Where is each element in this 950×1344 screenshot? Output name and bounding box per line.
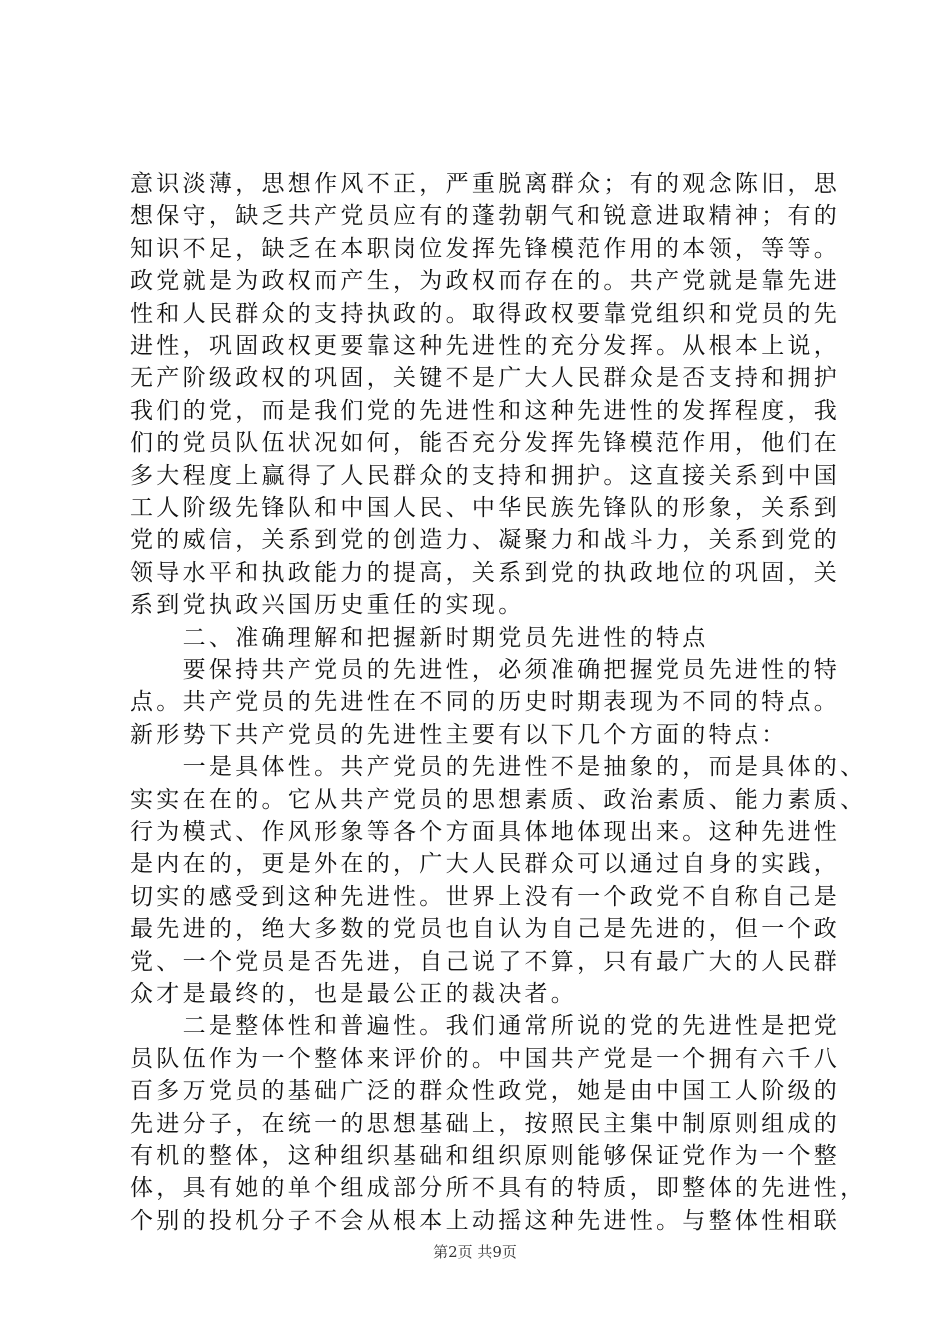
text-line: 工人阶级先锋队和中国人民、中华民族先锋队的形象，关系到 bbox=[130, 495, 841, 521]
text-line: 知识不足，缺乏在本职岗位发挥先锋模范作用的本领，等等。 bbox=[130, 235, 841, 262]
page-footer: 第2页 共9页 bbox=[433, 1243, 517, 1261]
text-line: 要保持共产党员的先进性，必须准确把握党员先进性的特 bbox=[130, 657, 841, 683]
text-line: 二是整体性和普遍性。我们通常所说的党的先进性是把党 bbox=[130, 1013, 841, 1040]
text-line: 们的党员队伍状况如何，能否充分发挥先锋模范作用，他们在 bbox=[130, 430, 841, 457]
text-line: 意识淡薄，思想作风不正，严重脱离群众；有的观念陈旧，思 bbox=[130, 171, 841, 197]
text-line: 无产阶级政权的巩固，关键不是广大人民群众是否支持和拥护 bbox=[130, 365, 841, 392]
text-line: 系到党执政兴国历史重任的实现。 bbox=[130, 592, 525, 619]
text-line: 个别的投机分子不会从根本上动摇这种先进性。与整体性相联 bbox=[130, 1207, 841, 1234]
text-line: 二、准确理解和把握新时期党员先进性的特点 bbox=[130, 624, 709, 651]
text-line: 点。共产党员的先进性在不同的历史时期表现为不同的特点。 bbox=[130, 689, 841, 716]
text-line: 党、一个党员是否先进，自己说了不算，只有最广大的人民群 bbox=[130, 948, 841, 975]
text-line: 先进分子，在统一的思想基础上，按照民主集中制原则组成的 bbox=[130, 1110, 841, 1137]
text-line: 我们的党，而是我们党的先进性和这种先进性的发挥程度，我 bbox=[130, 397, 841, 424]
text-line: 领导水平和执政能力的提高，关系到党的执政地位的巩固，关 bbox=[130, 559, 841, 586]
text-line: 最先进的，绝大多数的党员也自认为自己是先进的，但一个政 bbox=[130, 916, 841, 943]
text-line: 想保守，缺乏共产党员应有的蓬勃朝气和锐意进取精神；有的 bbox=[130, 203, 841, 230]
text-line: 多大程度上赢得了人民群众的支持和拥护。这直接关系到中国 bbox=[130, 462, 841, 489]
text-line: 党的威信，关系到党的创造力、凝聚力和战斗力，关系到党的 bbox=[130, 527, 841, 554]
text-line: 众才是最终的，也是最公正的裁决者。 bbox=[130, 981, 578, 1007]
text-line: 实实在在的。它从共产党员的思想素质、政治素质、能力素质、 bbox=[130, 786, 867, 813]
text-line: 体，具有她的单个组成部分所不具有的特质，即整体的先进性， bbox=[130, 1175, 867, 1202]
text-line: 行为模式、作风形象等各个方面具体地体现出来。这种先进性 bbox=[130, 819, 841, 845]
text-line: 性和人民群众的支持执政的。取得政权要靠党组织和党员的先 bbox=[130, 300, 841, 327]
text-line: 切实的感受到这种先进性。世界上没有一个政党不自称自己是 bbox=[130, 883, 841, 910]
text-line: 员队伍作为一个整体来评价的。中国共产党是一个拥有六千八 bbox=[130, 1045, 841, 1072]
text-line: 政党就是为政权而产生，为政权而存在的。共产党就是靠先进 bbox=[130, 268, 841, 295]
text-line: 有机的整体，这种组织基础和组织原则能够保证党作为一个整 bbox=[130, 1143, 841, 1169]
text-line: 一是具体性。共产党员的先进性不是抽象的，而是具体的、 bbox=[130, 754, 867, 781]
text-line: 新形势下共产党员的先进性主要有以下几个方面的特点： bbox=[130, 721, 788, 748]
text-line: 是内在的，更是外在的，广大人民群众可以通过自身的实践， bbox=[130, 851, 841, 878]
text-line: 进性，巩固政权更要靠这种先进性的充分发挥。从根本上说， bbox=[130, 333, 841, 359]
text-line: 百多万党员的基础广泛的群众性政党，她是由中国工人阶级的 bbox=[130, 1078, 841, 1105]
